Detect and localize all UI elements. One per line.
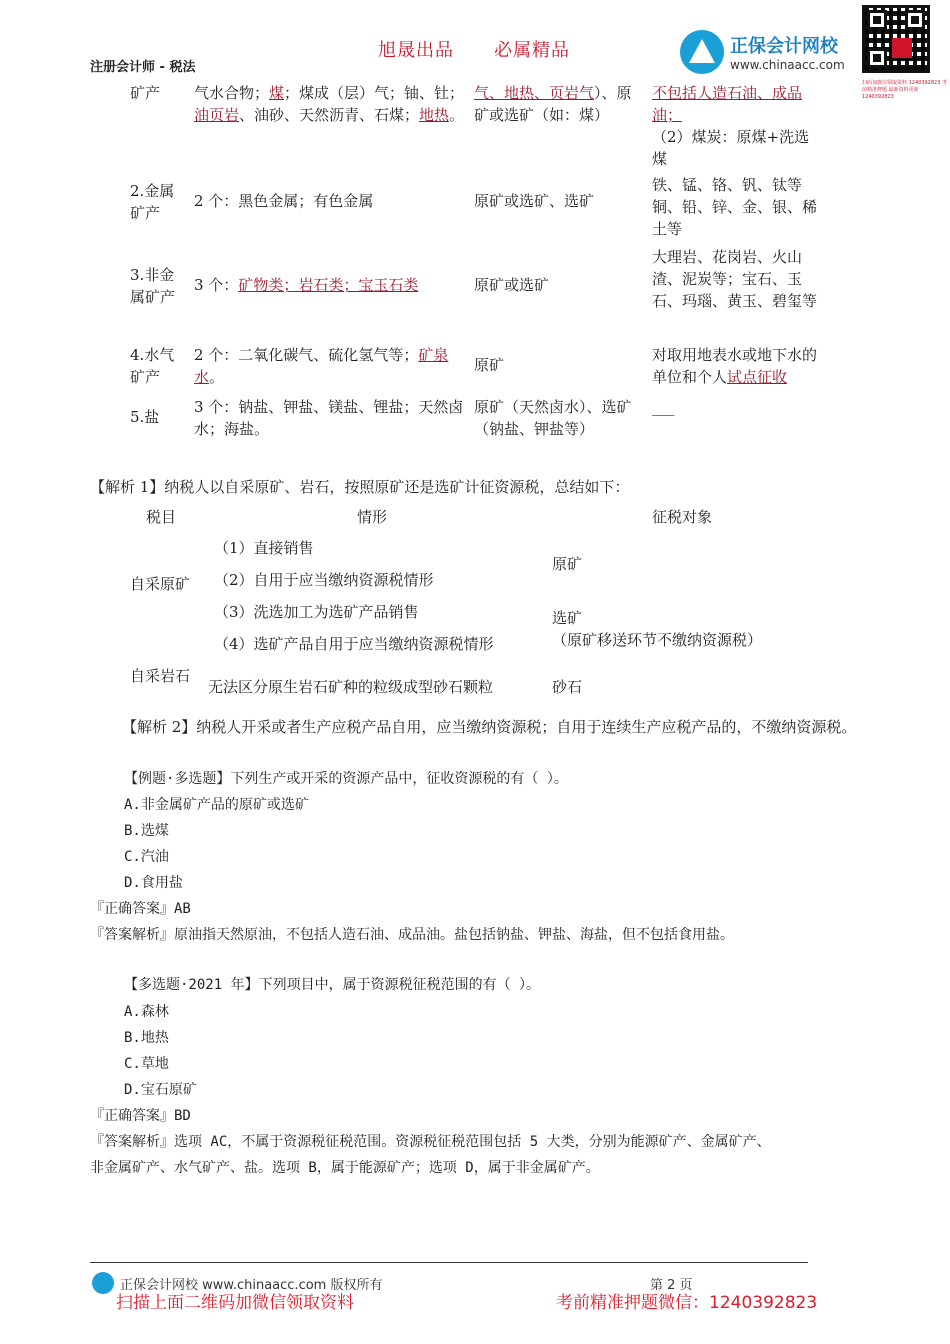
table-cell-category: 3.非金属矿产	[130, 266, 176, 306]
page-number: 第 2 页	[650, 1278, 693, 1293]
object-selected-note: （原矿移送环节不缴纳资源税）	[552, 631, 763, 649]
col-header-object: 征税对象	[652, 508, 713, 526]
logo-icon	[680, 30, 724, 74]
q2-option: B.地热	[124, 1030, 169, 1046]
footer-logo-icon	[92, 1272, 114, 1294]
q2-explain-1: 『答案解析』选项 AC，不属于资源税征税范围。资源税征税范围包括 5 大类，分别为能源矿产、金属矿产、	[90, 1134, 771, 1150]
slogan-right: 必属精品	[494, 40, 570, 61]
table-cell-note: 不包括人造石油、成品油； （2）煤炭：原煤+洗选煤	[652, 84, 810, 168]
site-logo[interactable]	[680, 28, 860, 80]
self-ore-label: 自采原矿	[130, 575, 191, 593]
slogan-left: 旭晟出品	[378, 40, 454, 61]
case-item: （2）自用于应当缴纳资源税情形	[214, 571, 434, 589]
table-row	[126, 344, 824, 396]
q1-explain: 『答案解析』原油指天然原油，不包括人造石油、成品油。盐包括钠盐、钾盐、海盐，但不包括食用盐。	[90, 927, 734, 943]
resource-tax-table	[126, 82, 824, 444]
analysis-2: 【解析 2】纳税人开采或者生产应税产品自用，应当缴纳资源税；自用于连续生产应税产品的，不缴纳资源税。	[122, 718, 857, 736]
q1-option: B.选煤	[124, 823, 169, 839]
table-cell-scope: 2 个：二氧化碳气、硫化氢气等；矿泉水。	[194, 346, 449, 386]
q1-option: D.食用盐	[124, 875, 183, 891]
table-cell-category: 4.水气矿产	[130, 346, 175, 386]
table-cell-object: 原矿或选矿、选矿	[474, 192, 595, 210]
table-row	[126, 174, 824, 246]
q2-explain-2: 非金属矿产、水气矿产、盐。选项 B，属于能源矿产；选项 D，属于非金属矿产。	[90, 1160, 600, 1176]
object-selected: 选矿	[552, 609, 583, 627]
subject-title: 注册会计师 - 税法	[90, 60, 196, 75]
table-cell-note: 大理岩、花岗岩、火山渣、泥炭等；宝石、玉石、玛瑙、黄玉、碧玺等	[652, 248, 818, 310]
table-cell-category: 2.金属矿产	[130, 182, 175, 222]
self-rock-label: 自采岩石	[130, 667, 191, 685]
table-cell-scope: 3 个：矿物类；岩石类；宝玉石类	[194, 276, 419, 294]
table-cell-scope: 气水合物；煤；煤成（层）气；铀、钍；油页岩、油砂、天然沥青、石煤；地热。	[194, 84, 465, 124]
rock-object: 砂石	[552, 678, 583, 696]
q1-option: A.非金属矿产品的原矿或选矿	[124, 797, 309, 813]
qr-caption: 扫码加微信领取资料 1240392823 考前精准押题 最新资料更新 1240392823	[862, 80, 947, 100]
q1-answer: 『正确答案』AB	[90, 901, 191, 917]
table-cell-note: 对取用地表水或地下水的单位和个人试点征收	[652, 346, 818, 386]
table-cell-object: 原矿（天然卤水）、选矿（钠盐、钾盐等）	[474, 398, 632, 438]
logo-name: 正保会计网校	[730, 36, 838, 57]
q2-answer: 『正确答案』BD	[90, 1108, 191, 1124]
rock-case: 无法区分原生岩石矿种的粒级成型砂石颗粒	[208, 678, 494, 696]
case-item: （3）洗选加工为选矿产品销售	[214, 603, 419, 621]
footer-copyright: 正保会计网校 www.chinaacc.com 版权所有	[120, 1278, 383, 1293]
table-cell-category: 矿产	[130, 84, 161, 102]
case-item: （4）选矿产品自用于应当缴纳资源税情形	[214, 635, 494, 653]
table-cell-category: 5.盐	[130, 408, 160, 426]
q1-stem: 【例题·多选题】下列生产或开采的资源产品中，征收资源税的有（ ）。	[124, 771, 568, 787]
table-cell-object: 原矿或选矿	[474, 276, 550, 294]
logo-url: www.chinaacc.com	[730, 58, 845, 72]
q1-option: C.汽油	[124, 849, 169, 865]
footer-promo-right: 考前精准押题微信：1240392823	[556, 1293, 818, 1313]
table-cell-note: ___	[652, 398, 675, 416]
table-cell-object: 气、地热、页岩气）、原矿或选矿（如：煤）	[474, 84, 632, 124]
object-raw: 原矿	[552, 555, 583, 573]
qr-badge-icon	[892, 38, 912, 58]
table-row	[126, 396, 824, 444]
table-cell-object: 原矿	[474, 356, 505, 374]
footer-divider	[90, 1262, 808, 1263]
footer-promo-left: 扫描上面二维码加微信领取资料	[116, 1293, 354, 1313]
header-slogan	[378, 36, 610, 62]
table-cell-scope: 3 个：钠盐、钾盐、镁盐、锂盐；天然卤水；海盐。	[194, 398, 464, 438]
analysis-1-title: 【解析 1】纳税人以自采原矿、岩石，按照原矿还是选矿计征资源税，总结如下：	[90, 478, 630, 496]
table-cell-scope: 2 个：黑色金属；有色金属	[194, 192, 374, 210]
col-header-item: 税目	[146, 508, 177, 526]
q2-option: D.宝石原矿	[124, 1082, 197, 1098]
table-row	[126, 82, 824, 174]
table-row	[126, 246, 824, 344]
col-header-case: 情形	[357, 508, 388, 526]
q2-option: A.森林	[124, 1004, 169, 1020]
q2-stem: 【多选题·2021 年】下列项目中，属于资源税征税范围的有（ ）。	[124, 977, 540, 993]
case-item: （1）直接销售	[214, 539, 314, 557]
q2-option: C.草地	[124, 1056, 169, 1072]
table-cell-note: 铁、锰、铬、钒、钛等铜、铅、锌、金、银、稀土等	[652, 176, 818, 238]
